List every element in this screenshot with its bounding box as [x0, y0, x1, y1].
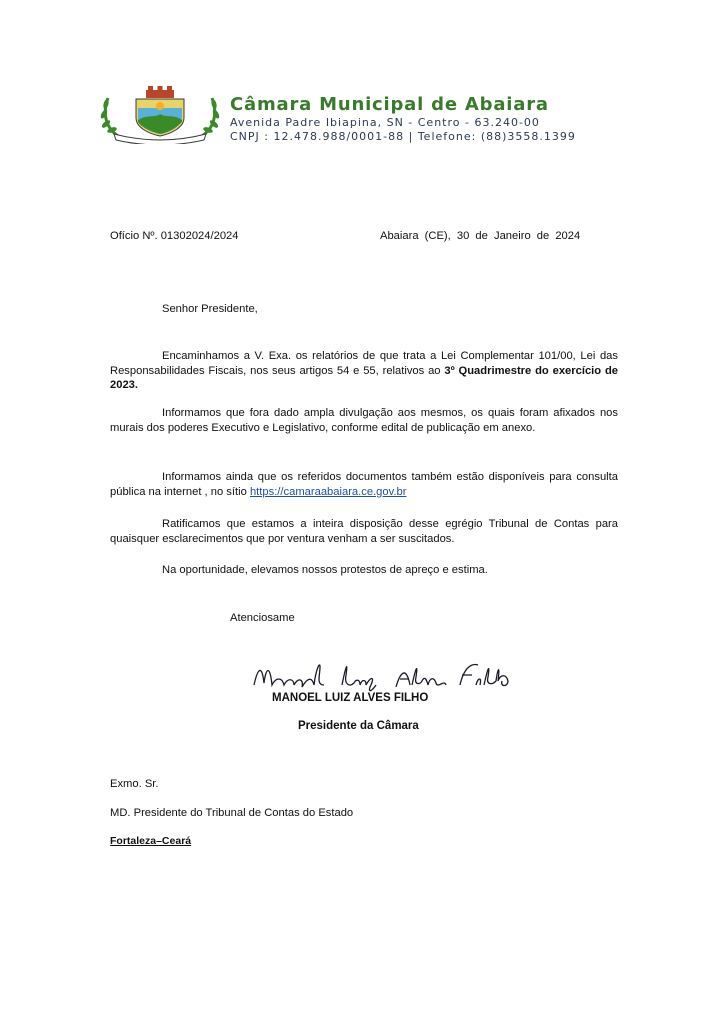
paragraph-regards: Na oportunidade, elevamos nossos protestos de apreço e estima.: [162, 564, 488, 576]
recipient-office: MD. Presidente do Tribunal de Contas do Estado: [110, 807, 354, 819]
paragraph-reports-bold: 3º Quadrimestre do exercício de 2023.: [110, 364, 619, 391]
paragraph-reports: [110, 349, 618, 393]
municipal-coat-of-arms-logo: [98, 84, 222, 144]
recipient-city: Fortaleza–Ceará: [110, 835, 192, 847]
header-title: Câmara Municipal de Abaiara: [230, 94, 549, 115]
website-link[interactable]: https://camaraabaiara.ce.gov.br: [249, 485, 407, 498]
paragraph-publicity-text: Informamos que fora dado ampla divulgação aos mesmos, os quais foram afixados nos murais dos poderes Executivo e Legislativo, conforme edital de publicação em anexo.: [110, 407, 618, 434]
place-date: Abaiara (CE), 30 de Janeiro de 2024: [380, 230, 581, 242]
paragraph-availability-text: Informamos ainda que os referidos documentos também estão disponíveis para consulta pública na internet , no sítio: [110, 471, 618, 498]
office-number: Ofício Nº. 01302024/2024: [110, 230, 239, 242]
paragraph-ratification: [110, 517, 618, 546]
paragraph-ratification-text: Ratificamos que estamos a inteira disposição desse egrégio Tribunal de Contas para quaisquer esclarecimentos que por ventura venham a ser suscitados.: [110, 518, 618, 545]
signer-role: Presidente da Câmara: [298, 720, 419, 732]
salutation: Senhor Presidente,: [162, 303, 258, 315]
paragraph-publicity: [110, 406, 618, 435]
header-contact: CNPJ : 12.478.988/0001-88 | Telefone: (88)3558.1399: [230, 130, 576, 143]
header-address: Avenida Padre Ibiapina, SN - Centro - 63.240-00: [230, 116, 540, 129]
paragraph-availability: [110, 470, 618, 499]
paragraph-reports-text: Encaminhamos a V. Exa. os relatórios de que trata a Lei Complementar 101/00, Lei das Responsabilidades Fiscais, nos seus artigos 54 e 55, relativos ao: [110, 350, 618, 377]
recipient-title: Exmo. Sr.: [110, 778, 159, 790]
signer-name: MANOEL LUIZ ALVES FILHO: [272, 692, 429, 704]
closing: Atenciosame: [230, 612, 295, 624]
